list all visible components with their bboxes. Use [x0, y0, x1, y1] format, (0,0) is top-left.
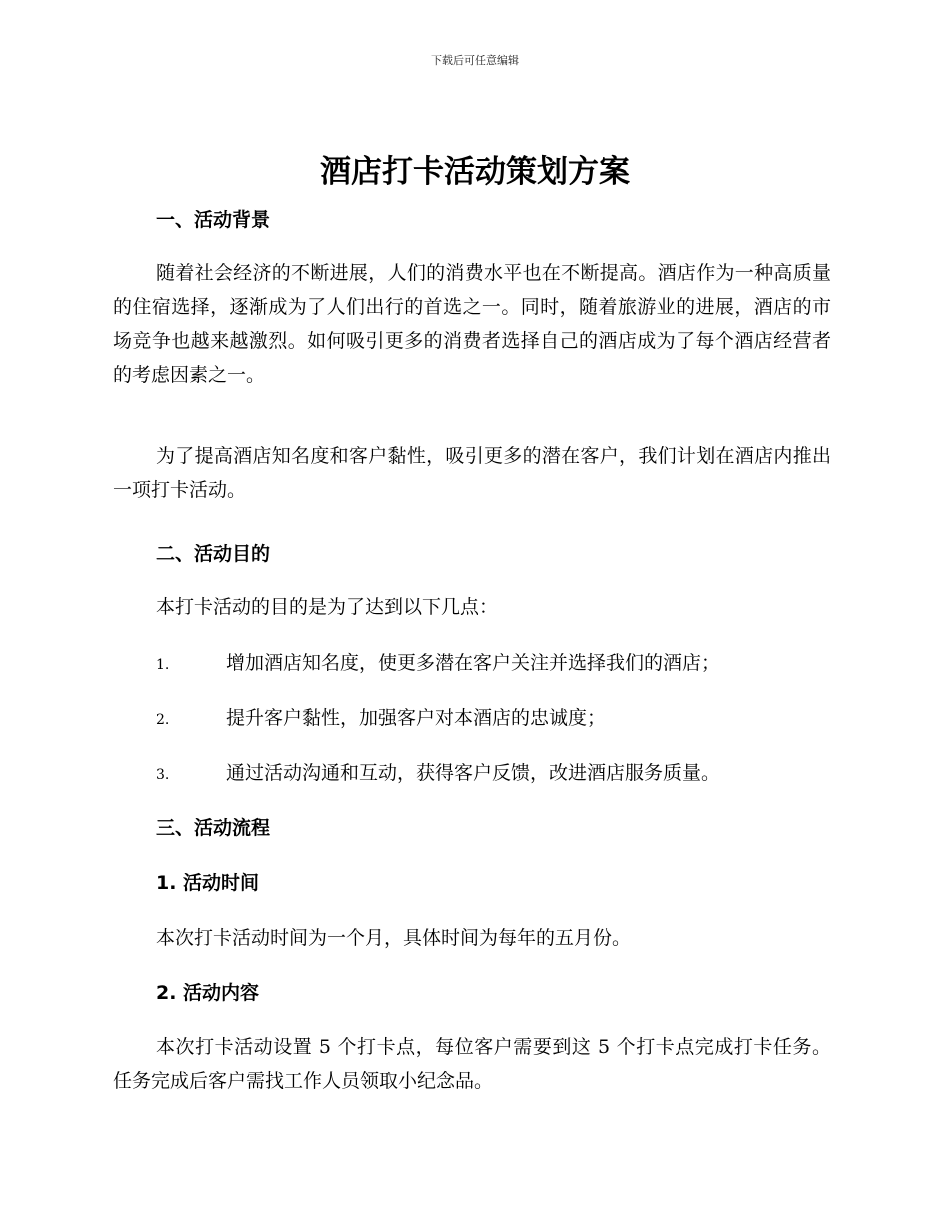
- section-heading-process: 三、活动流程: [156, 817, 271, 839]
- purpose-intro: 本打卡活动的目的是为了达到以下几点：: [156, 596, 499, 618]
- paragraph-background: 随着社会经济的不断进展，人们的消费水平也在不断提高。酒店作为一种高质量的住宿选择，逐渐成为了人们出行的首选之一。同时，随着旅游业的进展，酒店的市场竞争也越来越激烈。如何吸引更多的消费者选择自己的酒店成为了每个酒店经营者的考虑因素之一。: [113, 262, 831, 386]
- activity-time-text: 本次打卡活动时间为一个月，具体时间为每年的五月份。: [156, 927, 632, 949]
- section-heading-purpose: 二、活动目的: [156, 543, 271, 565]
- list-item-text: 提升客户黏性，加强客户对本酒店的忠诚度；: [226, 707, 607, 729]
- document-title: 酒店打卡活动策划方案: [320, 154, 630, 190]
- list-item-number: 3.: [156, 767, 170, 783]
- list-item-number: 2.: [156, 712, 170, 728]
- activity-content-text: 本次打卡活动设置 5 个打卡点，每位客户需要到这 5 个打卡点完成打卡任务。任务完成后客户需找工作人员领取小纪念品。: [113, 1036, 831, 1092]
- list-item-number: 1.: [156, 657, 170, 673]
- list-item: [113, 704, 874, 734]
- section-heading-background: 一、活动背景: [156, 209, 271, 231]
- list-item-text: 增加酒店知名度，使更多潜在客户关注并选择我们的酒店；: [226, 652, 721, 674]
- paragraph-plan: 为了提高酒店知名度和客户黏性，吸引更多的潜在客户，我们计划在酒店内推出一项打卡活动。: [113, 445, 831, 501]
- list-item: [113, 649, 874, 679]
- subheading-activity-content: 2. 活动内容: [156, 982, 260, 1004]
- list-item: [113, 759, 874, 789]
- page-header-note: 下载后可任意编辑: [431, 54, 519, 67]
- subheading-activity-time: 1. 活动时间: [156, 872, 260, 894]
- list-item-text: 通过活动沟通和互动，获得客户反馈，改进酒店服务质量。: [226, 762, 721, 784]
